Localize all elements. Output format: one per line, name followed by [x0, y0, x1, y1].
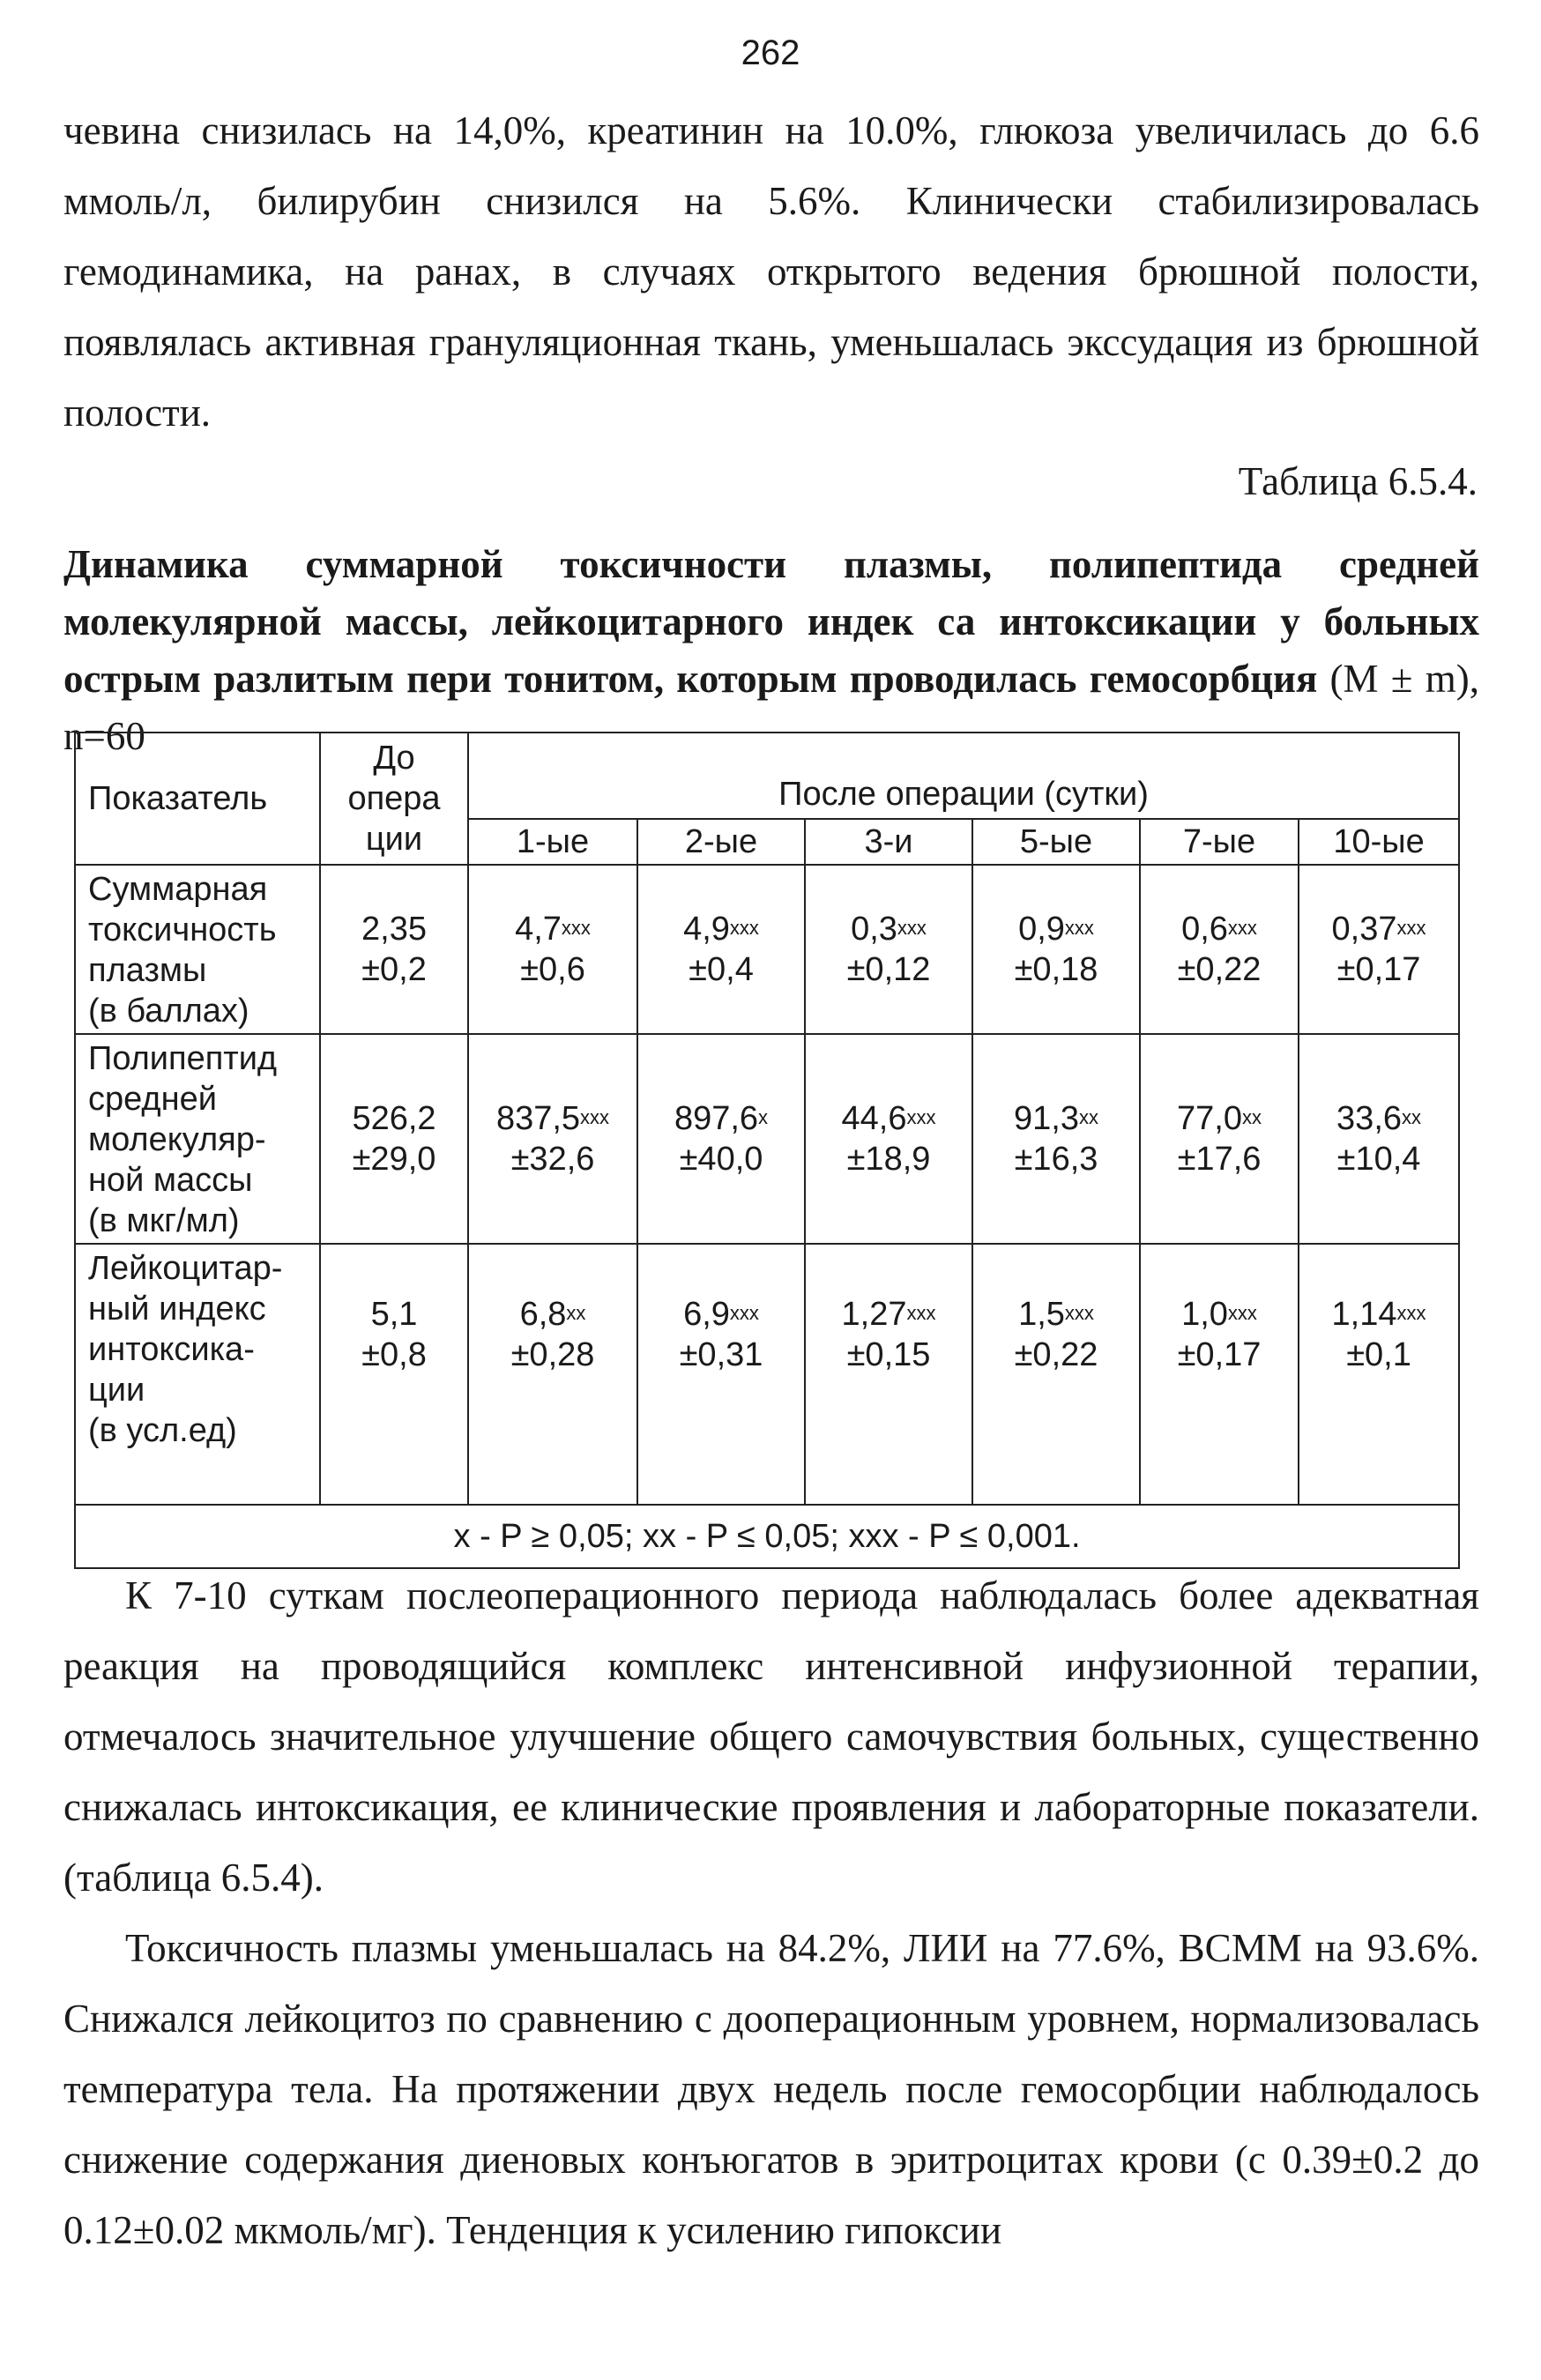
cell-value: 4,9: [683, 911, 730, 948]
table-caption-stats: (M ± m), n=60: [63, 657, 1479, 758]
table-cell: [1299, 1244, 1459, 1505]
table-caption-title: Динамика суммарной токсичности плазмы, полипептида средней молекулярной массы, лейкоцитарного индек са интоксикации у больных острым разлитым пери тонитом, которым проводилась гемосорбция: [63, 542, 1479, 701]
significance-mark: xxx: [580, 1106, 610, 1128]
cell-error: ±0,6: [520, 951, 585, 988]
header-before-line1: До: [373, 740, 415, 777]
cell-value: 91,3: [1014, 1100, 1079, 1137]
cell-error: ±16,3: [1014, 1141, 1098, 1178]
cell-value: 0,6: [1181, 911, 1228, 948]
cell-value: 77,0: [1177, 1100, 1242, 1137]
cell-value: 44,6: [841, 1100, 907, 1137]
table-cell: [468, 865, 637, 1034]
cell-error: ±17,6: [1177, 1141, 1262, 1178]
row-label-line: ной массы: [88, 1162, 253, 1199]
cell-value: 1,5: [1018, 1296, 1065, 1333]
significance-mark: xxx: [561, 917, 591, 939]
cell-error: ±29,0: [352, 1141, 436, 1178]
cell-error: ±0,12: [846, 951, 931, 988]
cell-value: 4,7: [515, 911, 562, 948]
header-day: 1-ые: [468, 819, 637, 865]
row-label-line: (в баллах): [88, 993, 249, 1030]
cell-value: 837,5: [495, 1100, 581, 1137]
header-indicator: Показатель: [75, 733, 320, 865]
table-cell: [972, 865, 1140, 1034]
cell-error: ±0,17: [1177, 1336, 1262, 1373]
table-cell: [805, 1034, 972, 1244]
cell-value: 0,9: [1018, 911, 1065, 948]
significance-mark: xxx: [729, 1302, 759, 1324]
cell-value: 897,6: [674, 1100, 759, 1137]
row-label: [75, 865, 320, 1034]
table-footnote: x - P ≥ 0,05; xx - P ≤ 0,05; xxx - P ≤ 0,001.: [75, 1505, 1459, 1568]
table-cell: [320, 1034, 468, 1244]
cell-error: ±0,15: [846, 1336, 931, 1373]
table-cell: [320, 1244, 468, 1505]
cell-value: 0,37: [1331, 911, 1397, 948]
significance-mark: x: [758, 1106, 769, 1128]
paragraph-2: К 7-10 суткам послеоперационного периода наблюдалась более адекватная реакция на проводящийся комплекс интенсивной инфузионной терапии, отмечалось значительное улучшение общего самочувствия больных, существенно снижалась интоксикация, ее клинические проявления и лабораторные показатели. (таблица 6.5.4).: [63, 1573, 1479, 1900]
header-before-surgery: [320, 733, 468, 865]
row-label-line: ный индекс: [88, 1290, 266, 1328]
cell-error: ±0,28: [510, 1336, 595, 1373]
row-label-line: Лейкоцитар-: [88, 1250, 283, 1287]
row-label-line: (в мкг/мл): [88, 1202, 240, 1239]
row-label: [75, 1244, 320, 1505]
significance-mark: xxx: [1064, 917, 1094, 939]
significance-mark: xxx: [729, 917, 759, 939]
table-cell: [1299, 1034, 1459, 1244]
cell-error: ±0,4: [689, 951, 754, 988]
row-label-line: Полипептид: [88, 1040, 278, 1077]
table-row: [75, 1034, 1459, 1244]
row-label-line: (в усл.ед): [88, 1412, 237, 1449]
table-label: Таблица 6.5.4.: [1238, 459, 1478, 503]
cell-error: ±0,22: [1177, 951, 1262, 988]
header-after-surgery: После операции (сутки): [468, 733, 1459, 819]
cell-error: ±40,0: [679, 1141, 763, 1178]
cell-error: ±0,8: [361, 1336, 427, 1373]
table-cell: [805, 865, 972, 1034]
cell-value: 6,8: [519, 1296, 567, 1333]
significance-mark: xxx: [1396, 917, 1426, 939]
header-before-line3: ции: [365, 821, 423, 858]
row-label-line: интоксика-: [88, 1331, 255, 1368]
table-cell: [805, 1244, 972, 1505]
significance-mark: xxx: [906, 1302, 936, 1324]
cell-error: ±0,22: [1014, 1336, 1098, 1373]
header-day: 3-и: [805, 819, 972, 865]
cell-value: 33,6: [1336, 1100, 1403, 1137]
header-day: 10-ые: [1299, 819, 1459, 865]
cell-error: ±0,18: [1014, 951, 1098, 988]
significance-mark: xxx: [1396, 1302, 1426, 1324]
significance-mark: xxx: [1227, 917, 1257, 939]
cell-value: 1,14: [1331, 1296, 1397, 1333]
significance-mark: xxx: [906, 1106, 936, 1128]
header-day: 7-ые: [1140, 819, 1299, 865]
cell-error: ±0,17: [1336, 951, 1421, 988]
header-day: 5-ые: [972, 819, 1140, 865]
cell-value: 6,9: [683, 1296, 730, 1333]
table-caption: [63, 536, 1479, 765]
header-day: 2-ые: [637, 819, 805, 865]
cell-value: 0,3: [851, 911, 897, 948]
table-cell: [637, 1034, 805, 1244]
significance-mark: xxx: [1064, 1302, 1094, 1324]
header-before-line2: опера: [347, 780, 441, 817]
significance-mark: xx: [1078, 1106, 1098, 1128]
cell-error: ±0,1: [1346, 1336, 1411, 1373]
cell-value: 1,27: [841, 1296, 907, 1333]
table-cell: [468, 1244, 637, 1505]
row-label-line: средней: [88, 1081, 217, 1118]
table-cell: [972, 1034, 1140, 1244]
significance-mark: xx: [1402, 1106, 1422, 1128]
cell-error: ±0,2: [361, 951, 427, 988]
row-label-line: Суммарная: [88, 871, 268, 908]
cell-error: ±18,9: [846, 1141, 931, 1178]
results-table: [74, 732, 1460, 1569]
significance-mark: xx: [566, 1302, 586, 1324]
row-label: [75, 1034, 320, 1244]
row-label-line: плазмы: [88, 952, 207, 989]
table-cell: [1140, 1244, 1299, 1505]
significance-mark: xx: [1241, 1106, 1262, 1128]
significance-mark: xxx: [897, 917, 927, 939]
cell-error: ±0,31: [679, 1336, 763, 1373]
cell-value: 526,2: [352, 1100, 436, 1137]
table-cell: [637, 1244, 805, 1505]
cell-value: 2,35: [361, 911, 427, 948]
significance-mark: xxx: [1227, 1302, 1257, 1324]
row-label-line: молекуляр-: [88, 1121, 266, 1158]
cell-value: 5,1: [370, 1296, 418, 1333]
intro-paragraph: чевина снизилась на 14,0%, креатинин на 10.0%, глюкоза увеличилась до 6.6 ммоль/л, билирубин снизился на 5.6%. Клинически стабилизировалась гемодинамика, на ранах, в случаях открытого ведения брюшной полости, появлялась активная грануляционная ткань, уменьшалась экссудация из брюшной полости.: [63, 108, 1479, 435]
table-cell: [1299, 865, 1459, 1034]
table-cell: [1140, 1034, 1299, 1244]
table-cell: [972, 1244, 1140, 1505]
cell-error: ±32,6: [510, 1141, 595, 1178]
table-row: [75, 865, 1459, 1034]
row-label-line: токсичность: [88, 911, 277, 948]
table-row: [75, 1244, 1459, 1505]
table-cell: [320, 865, 468, 1034]
table-cell: [637, 865, 805, 1034]
table-cell: [468, 1034, 637, 1244]
table-cell: [1140, 865, 1299, 1034]
page-number: 262: [741, 33, 800, 72]
paragraph-3: Токсичность плазмы уменьшалась на 84.2%, ЛИИ на 77.6%, ВСММ на 93.6%. Снижался лейкоцитоз по сравнению с дооперационным уровнем, нормализовалась температура тела. На протяжении двух недель после гемосорбции наблюдалось снижение содержания диеновых конъюгатов в эритроцитах крови (с 0.39±0.2 до 0.12±0.02 мкмоль/мг). Тенденция к усилению гипоксии: [63, 1926, 1479, 2252]
row-label-line: ции: [88, 1372, 145, 1409]
cell-error: ±10,4: [1336, 1141, 1421, 1178]
cell-value: 1,0: [1181, 1296, 1228, 1333]
